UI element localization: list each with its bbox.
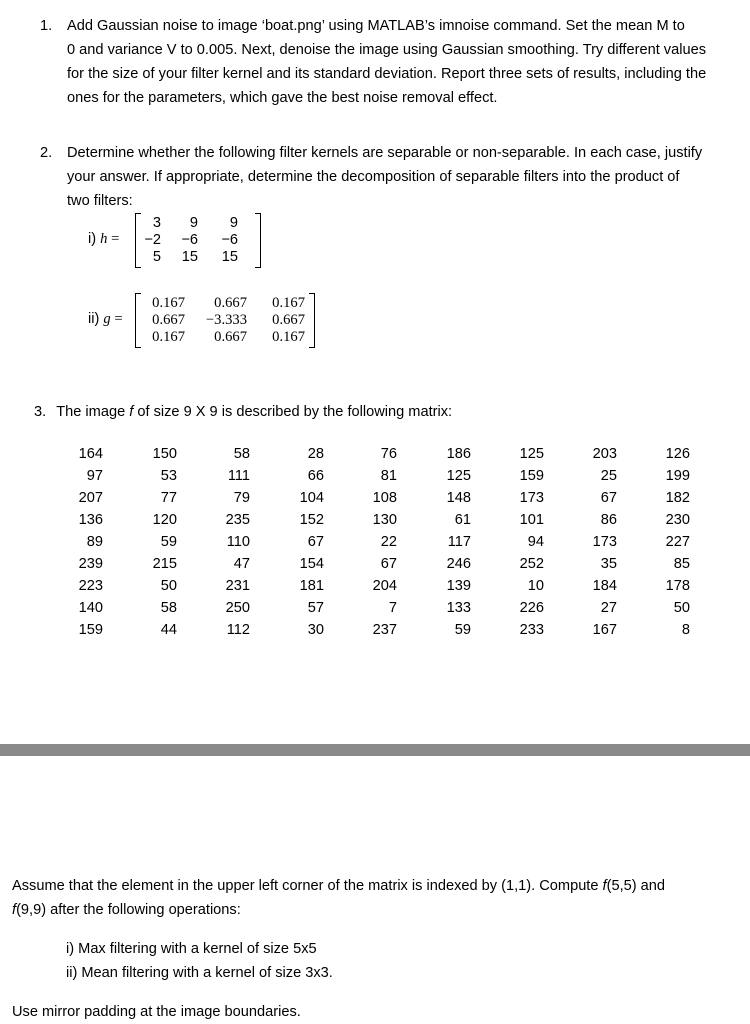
question-1-line: for the size of your filter kernel and its standard deviation. Report three sets of results, including the: [67, 66, 707, 82]
image-matrix-cell: 226: [519, 600, 544, 616]
question-1-number: 1.: [40, 18, 53, 34]
image-matrix-cell: 50: [160, 578, 177, 594]
question-2-line: your answer. If appropriate, determine the decomposition of separable filters into the product of: [67, 169, 680, 185]
f-variable: f: [12, 902, 17, 918]
image-matrix-cell: 237: [372, 622, 397, 638]
image-matrix-cell: 173: [519, 490, 544, 506]
image-matrix-cell: 120: [152, 512, 177, 528]
image-matrix-cell: 57: [307, 600, 324, 616]
f-variable: f: [129, 404, 134, 420]
image-matrix-cell: 203: [592, 446, 617, 462]
image-matrix-cell: 154: [299, 556, 324, 572]
image-matrix-cell: 101: [519, 512, 544, 528]
image-matrix-cell: 126: [665, 446, 690, 462]
image-matrix-cell: 25: [600, 468, 617, 484]
image-matrix-cell: 199: [665, 468, 690, 484]
matrix-cell: 15: [181, 249, 198, 265]
image-matrix-cell: 112: [226, 622, 250, 638]
image-matrix-cell: 233: [519, 622, 544, 638]
intro-text: The image: [56, 404, 130, 420]
image-matrix-cell: 252: [519, 556, 544, 572]
image-matrix-cell: 94: [527, 534, 544, 550]
image-matrix-cell: 58: [233, 446, 250, 462]
assumption-text-2: [12, 898, 241, 922]
image-matrix-cell: 8: [681, 622, 690, 638]
image-matrix-cell: 182: [665, 490, 690, 506]
matrix-cell: −6: [221, 232, 238, 248]
question-1-line: 0 and variance V to 0.005. Next, denoise the image using Gaussian smoothing. Try different values: [67, 42, 706, 58]
image-matrix-cell: 50: [673, 600, 690, 616]
image-matrix-cell: 235: [225, 512, 250, 528]
matrix-cell: −6: [181, 232, 198, 248]
image-matrix-cell: 77: [160, 490, 177, 506]
image-matrix-cell: 223: [78, 578, 103, 594]
image-matrix-cell: 7: [388, 600, 397, 616]
image-matrix-cell: 139: [446, 578, 471, 594]
image-matrix-cell: 136: [78, 512, 103, 528]
image-matrix-cell: 164: [78, 446, 103, 462]
image-matrix-cell: 89: [86, 534, 103, 550]
matrix-cell: 5: [152, 249, 161, 265]
image-matrix-cell: 246: [446, 556, 471, 572]
question-2-line: Determine whether the following filter kernels are separable or non-separable. In each case, justify: [67, 145, 703, 161]
image-matrix-cell: 35: [600, 556, 617, 572]
equals-sign: =: [110, 311, 123, 327]
image-matrix-cell: 44: [160, 622, 177, 638]
image-matrix-cell: 181: [299, 578, 324, 594]
image-matrix-cell: 159: [78, 622, 103, 638]
image-matrix-cell: 125: [519, 446, 544, 462]
f-variable: f: [602, 878, 607, 894]
image-matrix-cell: 66: [307, 468, 324, 484]
matrix-cell: 9: [229, 215, 238, 231]
image-matrix-cell: 133: [446, 600, 471, 616]
assumption-line: Assume that the element in the upper left corner of the matrix is indexed by (1,1). Compute: [12, 878, 603, 894]
assumption-text: [12, 874, 665, 898]
image-matrix-cell: 108: [372, 490, 397, 506]
assumption-line: (9,9) after the following operations:: [16, 902, 241, 918]
g-label-prefix: ii): [88, 311, 104, 327]
matrix-cell: 0.167: [152, 329, 185, 345]
image-matrix-cell: 186: [446, 446, 471, 462]
image-matrix-cell: 159: [519, 468, 544, 484]
image-matrix-cell: 150: [152, 446, 177, 462]
image-matrix-cell: 117: [447, 534, 471, 550]
image-matrix-cell: 59: [454, 622, 471, 638]
image-matrix-cell: 130: [372, 512, 397, 528]
matrix-cell: 0.667: [214, 295, 247, 311]
image-matrix-cell: 230: [665, 512, 690, 528]
question-1-line: ones for the parameters, which gave the best noise removal effect.: [67, 90, 498, 106]
image-matrix-cell: 207: [78, 490, 103, 506]
image-matrix-cell: 173: [592, 534, 617, 550]
image-matrix-cell: 81: [380, 468, 397, 484]
image-matrix-cell: 110: [226, 534, 250, 550]
image-matrix-cell: 231: [225, 578, 250, 594]
matrix-cell: 0.167: [272, 295, 305, 311]
image-matrix-cell: 184: [592, 578, 617, 594]
image-matrix-cell: 67: [380, 556, 397, 572]
image-matrix-cell: 250: [225, 600, 250, 616]
image-matrix-cell: 47: [233, 556, 250, 572]
image-matrix-cell: 30: [307, 622, 324, 638]
image-matrix-cell: 86: [600, 512, 617, 528]
image-matrix-cell: 85: [673, 556, 690, 572]
image-matrix-cell: 67: [307, 534, 324, 550]
image-matrix-cell: 97: [86, 468, 103, 484]
matrix-cell: 15: [221, 249, 238, 265]
image-matrix-cell: 152: [299, 512, 324, 528]
image-matrix-cell: 28: [307, 446, 324, 462]
image-matrix-cell: 178: [665, 578, 690, 594]
image-matrix-cell: 53: [160, 468, 177, 484]
matrix-cell: 0.667: [272, 312, 305, 328]
page-divider: [0, 744, 750, 756]
intro-text: of size 9 X 9 is described by the following matrix:: [133, 404, 453, 420]
image-matrix-cell: 167: [592, 622, 617, 638]
question-3-number: 3.: [34, 404, 47, 420]
matrix-cell: 0.167: [152, 295, 185, 311]
image-matrix-cell: 227: [665, 534, 690, 550]
matrix-cell: 0.167: [272, 329, 305, 345]
h-label-prefix: i): [88, 231, 101, 247]
assumption-line: (5,5) and: [606, 878, 666, 894]
image-matrix-cell: 215: [152, 556, 177, 572]
image-matrix-cell: 67: [600, 490, 617, 506]
image-matrix-cell: 125: [446, 468, 471, 484]
image-matrix-cell: 59: [160, 534, 177, 550]
image-matrix-cell: 239: [78, 556, 103, 572]
operation-mean-filter: ii) Mean filtering with a kernel of size 3x3.: [66, 965, 333, 981]
matrix-cell: 0.667: [152, 312, 185, 328]
matrix-cell: −3.333: [205, 312, 247, 328]
image-matrix-cell: 104: [299, 490, 324, 506]
image-matrix-cell: 58: [160, 600, 177, 616]
image-matrix-cell: 61: [454, 512, 471, 528]
image-matrix-cell: 79: [233, 490, 250, 506]
image-matrix-cell: 111: [227, 468, 250, 484]
padding-note: Use mirror padding at the image boundaries.: [12, 1004, 301, 1020]
matrix-cell: −2: [144, 232, 161, 248]
question-1-line: Add Gaussian noise to image ‘boat.png’ using MATLAB’s imnoise command. Set the mean M to: [67, 18, 685, 34]
h-variable: h: [100, 231, 108, 247]
image-matrix-cell: 27: [600, 600, 617, 616]
matrix-cell: 9: [189, 215, 198, 231]
image-matrix-cell: 204: [372, 578, 397, 594]
question-2-number: 2.: [40, 145, 53, 161]
image-matrix-cell: 10: [527, 578, 544, 594]
question-2-line: two filters:: [67, 193, 133, 209]
equals-sign: =: [107, 231, 120, 247]
image-matrix-cell: 22: [380, 534, 397, 550]
operation-max-filter: i) Max filtering with a kernel of size 5x5: [66, 941, 317, 957]
matrix-cell: 3: [152, 215, 161, 231]
g-variable: g: [103, 311, 111, 327]
image-matrix-cell: 148: [446, 490, 471, 506]
image-matrix-cell: 76: [380, 446, 397, 462]
image-matrix-cell: 140: [78, 600, 103, 616]
matrix-cell: 0.667: [214, 329, 247, 345]
